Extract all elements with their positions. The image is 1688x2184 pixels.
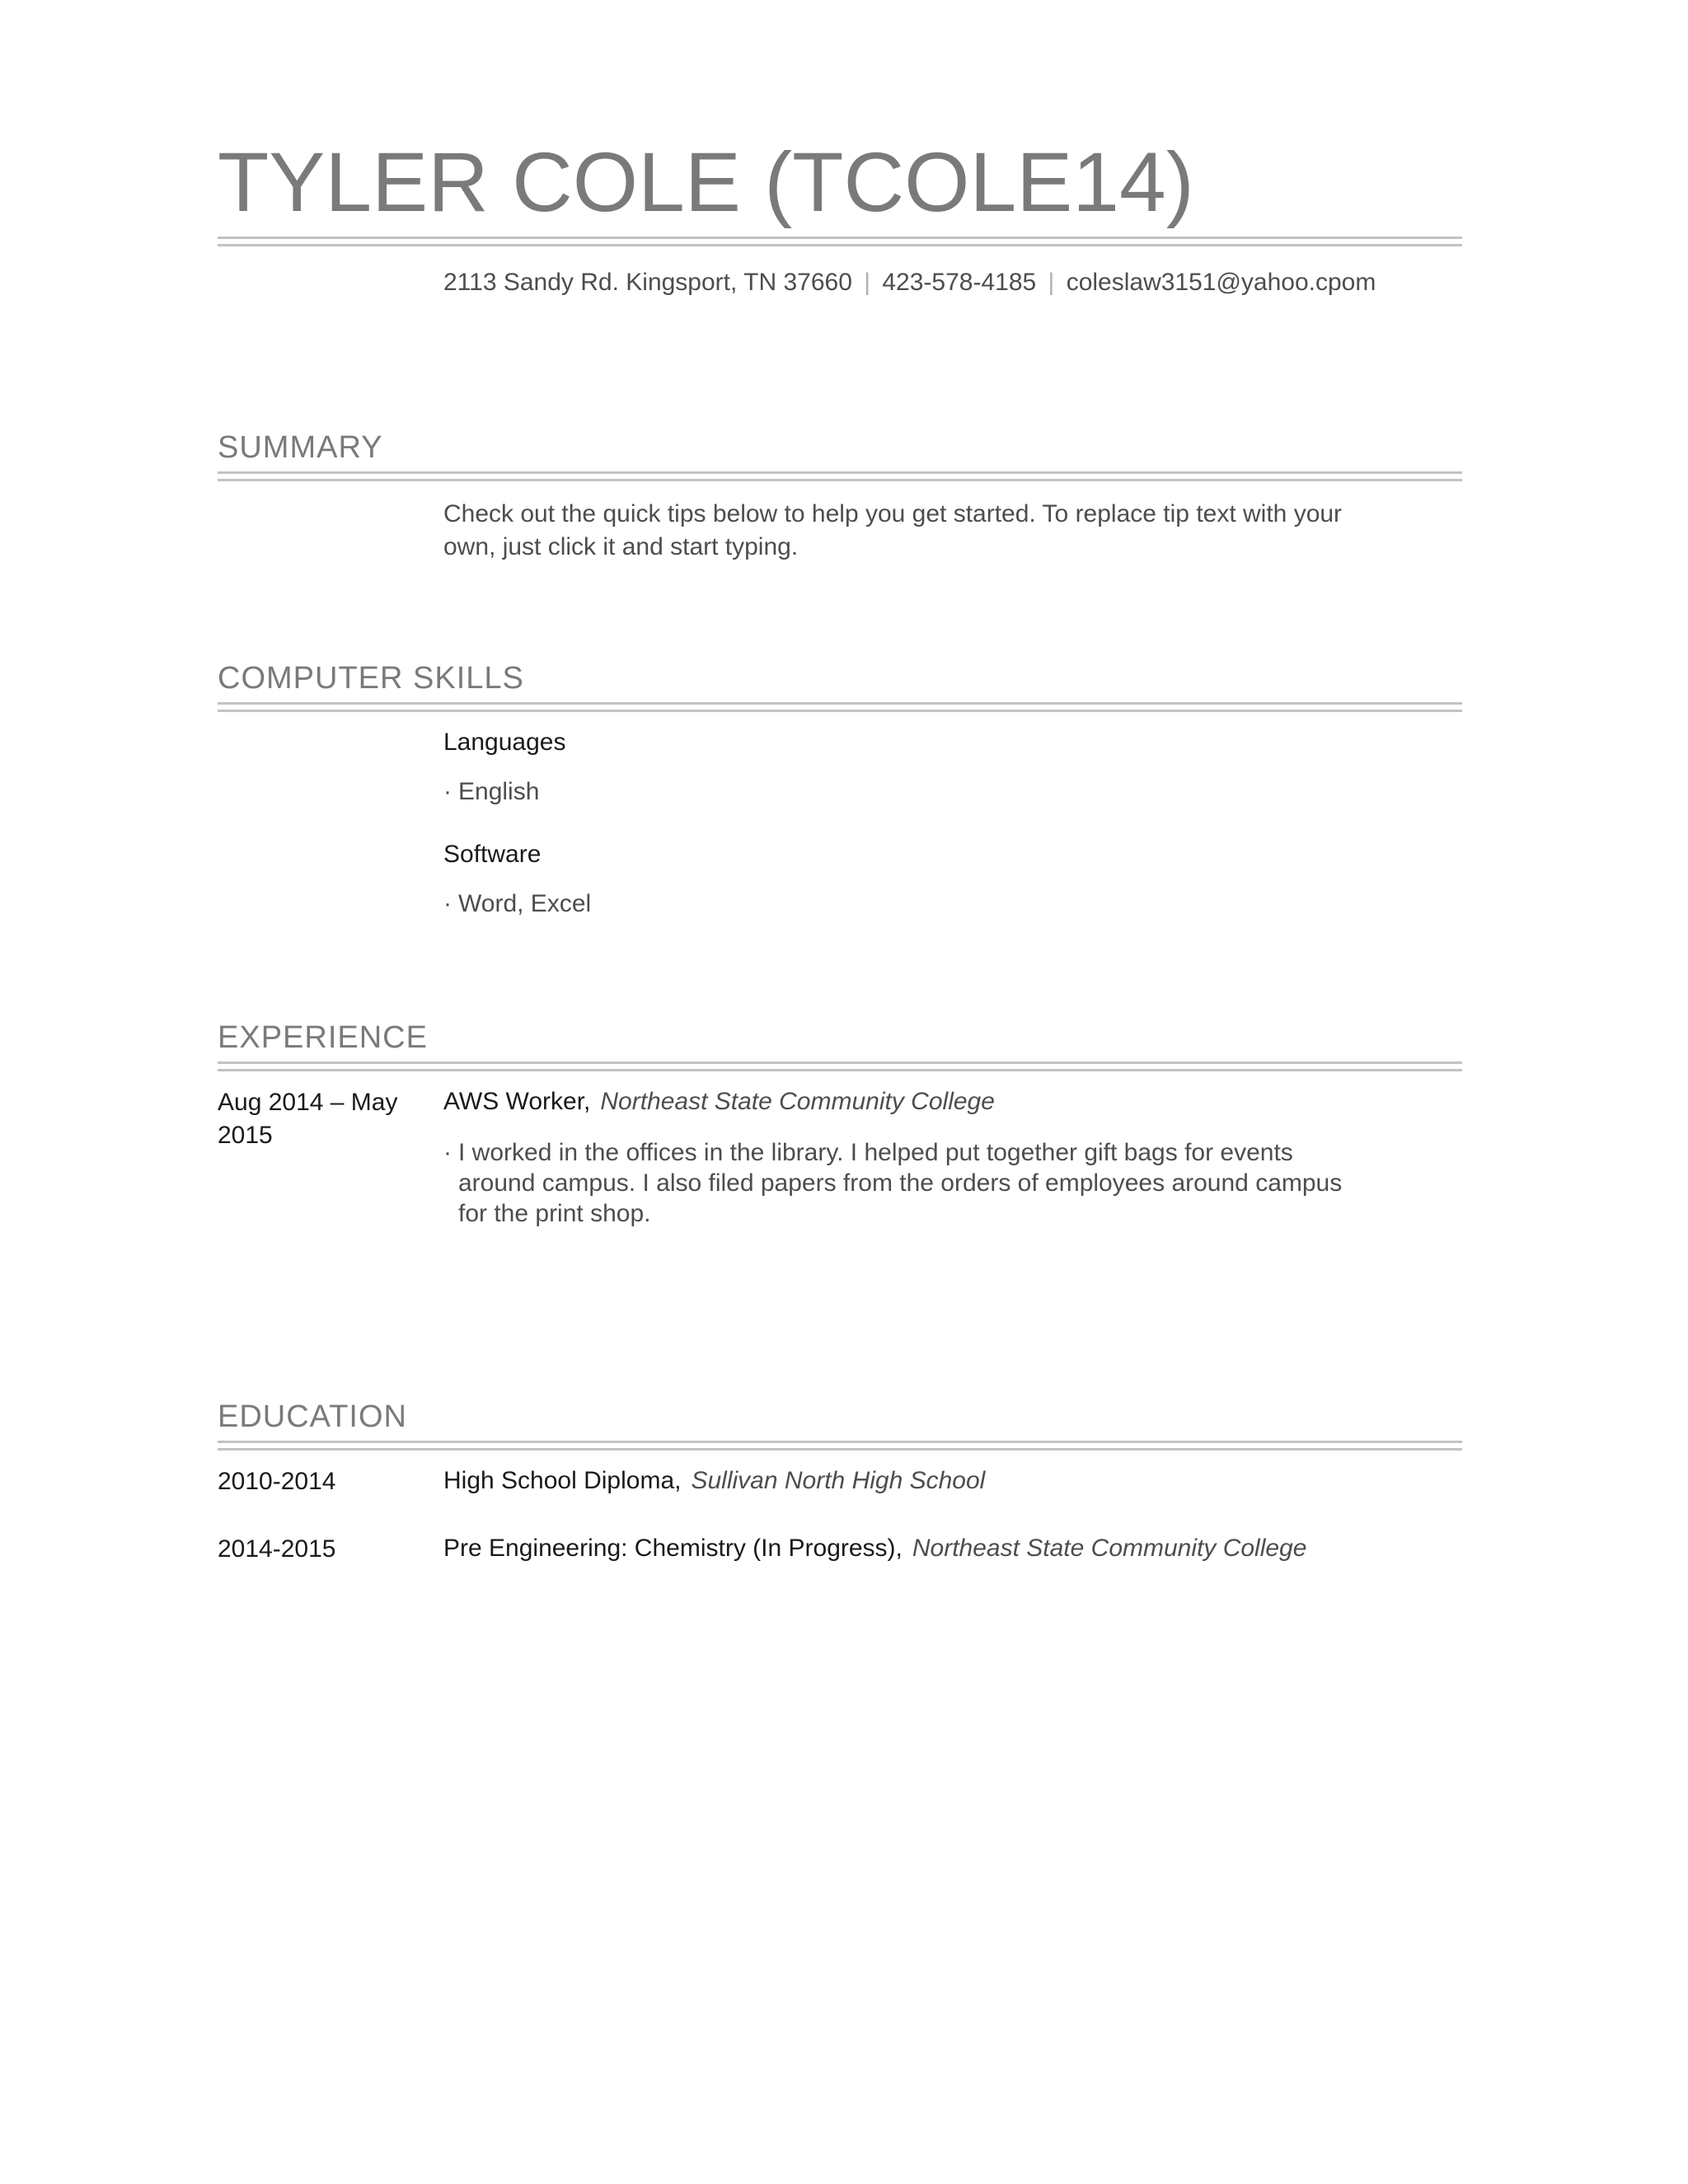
experience-role: AWS Worker, bbox=[443, 1088, 591, 1115]
experience-heading: EXPERIENCE bbox=[218, 1020, 428, 1055]
education-degree: Pre Engineering: Chemistry (In Progress), bbox=[443, 1535, 903, 1562]
summary-text: Check out the quick tips below to help you get started. To replace tip text with your own, just click it and start typing. bbox=[443, 500, 1343, 560]
skills-heading: COMPUTER SKILLS bbox=[218, 661, 524, 696]
software-label: Software bbox=[443, 841, 542, 868]
education-entry bbox=[443, 1467, 985, 1495]
education-school: Northeast State Community College bbox=[912, 1535, 1307, 1562]
languages-item-text: English bbox=[458, 778, 540, 805]
summary-divider bbox=[218, 471, 1462, 481]
experience-entry bbox=[443, 1088, 995, 1116]
education-degree: High School Diploma, bbox=[443, 1467, 682, 1494]
experience-description: I worked in the offices in the library. I helped put together gift bags for events around campus. I also filed papers from the orders of employees around campus for the print shop. bbox=[458, 1139, 1343, 1227]
bullet-marker: · bbox=[443, 1139, 452, 1166]
experience-description-item bbox=[443, 1137, 1375, 1229]
contact-separator: | bbox=[864, 269, 871, 296]
contact-separator: | bbox=[1048, 269, 1055, 296]
education-date: 2014-2015 bbox=[218, 1535, 336, 1563]
languages-list-item bbox=[443, 776, 1383, 807]
contact-line bbox=[443, 269, 1376, 297]
education-divider bbox=[218, 1441, 1462, 1451]
software-list-item bbox=[443, 888, 1383, 919]
education-entry bbox=[443, 1535, 1306, 1563]
summary-heading: SUMMARY bbox=[218, 430, 383, 465]
resume-name: TYLER COLE (TCOLE14) bbox=[218, 135, 1194, 229]
education-school: Sullivan North High School bbox=[691, 1467, 986, 1494]
contact-email: coleslaw3151@yahoo.cpom bbox=[1066, 269, 1376, 296]
header-divider bbox=[218, 237, 1462, 246]
education-date: 2010-2014 bbox=[218, 1468, 336, 1495]
education-heading: EDUCATION bbox=[218, 1399, 407, 1434]
software-item-text: Word, Excel bbox=[458, 890, 592, 917]
experience-date: Aug 2014 – May 2015 bbox=[218, 1089, 398, 1149]
experience-org: Northeast State Community College bbox=[600, 1088, 995, 1115]
contact-address: 2113 Sandy Rd. Kingsport, TN 37660 bbox=[443, 269, 852, 296]
languages-label: Languages bbox=[443, 729, 566, 756]
skills-divider bbox=[218, 702, 1462, 712]
contact-phone: 423-578-4185 bbox=[882, 269, 1037, 296]
experience-divider bbox=[218, 1062, 1462, 1071]
bullet-marker: · bbox=[443, 890, 452, 917]
bullet-marker: · bbox=[443, 778, 452, 805]
